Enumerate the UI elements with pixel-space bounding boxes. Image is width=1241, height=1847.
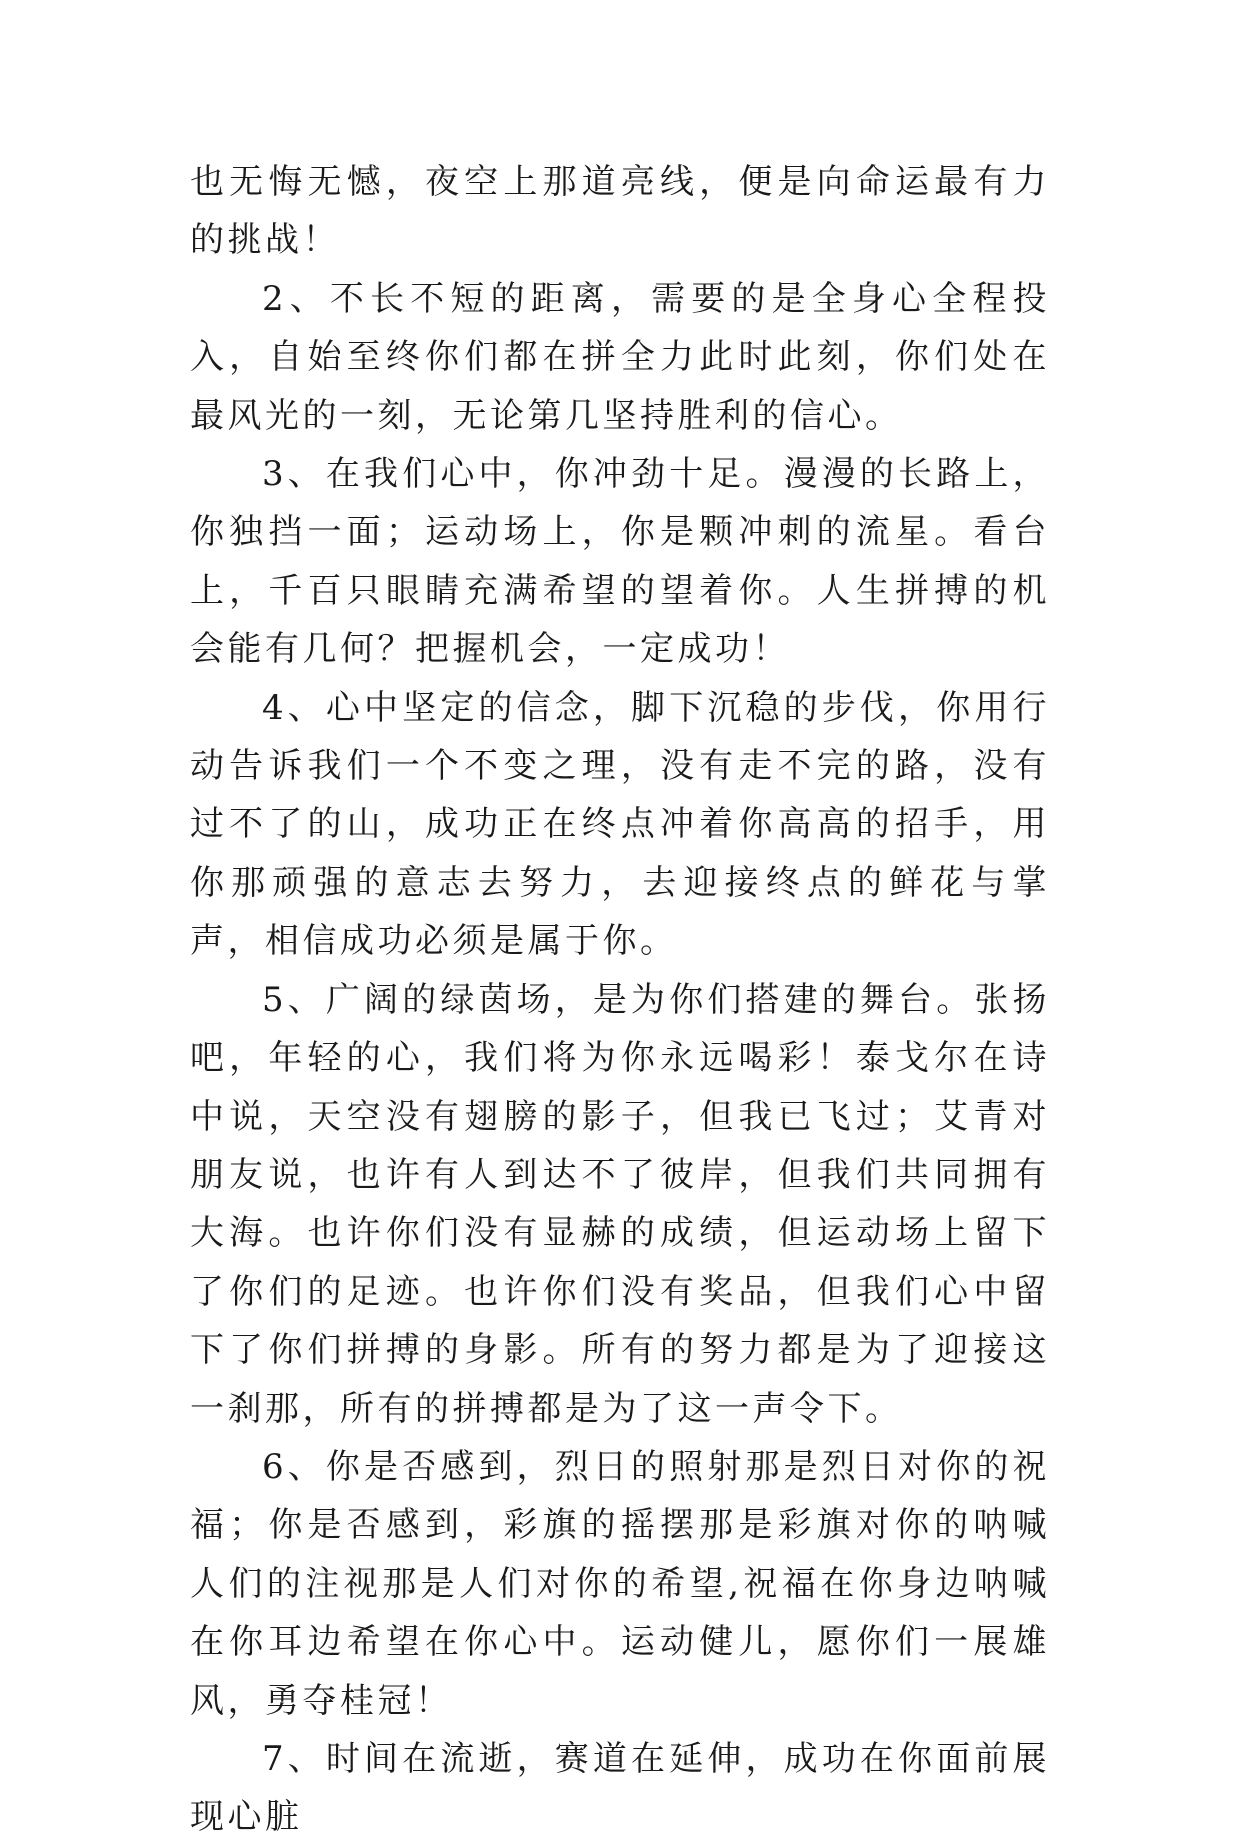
paragraph-item-7: 7、时间在流逝，赛道在延伸，成功在你面前展现心脏 — [190, 1738, 1050, 1838]
paragraph-item-4: 4、心中坚定的信念，脚下沉稳的步伐，你用行动告诉我们一个不变之理，没有走不完的路，没有过不了的山，成功正在终点冲着你高高的招手，用你那顽强的意志去努力，去迎接终点的鲜花与掌声，相信成功必须是属于你。 — [190, 687, 1050, 962]
paragraph-item-5: 5、广阔的绿茵场，是为你们搭建的舞台。张扬吧，年轻的心，我们将为你永远喝彩！泰戈尔在诗中说，天空没有翅膀的影子，但我已飞过；艾青对朋友说，也许有人到达不了彼岸，但我们共同拥有大海。也许你们没有显赫的成绩，但运动场上留下了你们的足迹。也许你们没有奖品，但我们心中留下了你们拼搏的身影。所有的努力都是为了迎接这一刹那，所有的拼搏都是为了这一声令下。 — [190, 979, 1050, 1429]
document-body — [190, 153, 1050, 1847]
paragraph-item-2: 2、不长不短的距离，需要的是全身心全程投入，自始至终你们都在拼全力此时此刻，你们处在最风光的一刻，无论第几坚持胜利的信心。 — [190, 278, 1050, 436]
paragraph-item-3: 3、在我们心中，你冲劲十足。漫漫的长路上，你独挡一面；运动场上，你是颗冲刺的流星。看台上，千百只眼睛充满希望的望着你。人生拼搏的机会能有几何？把握机会，一定成功！ — [190, 454, 1050, 670]
paragraph-item-6: 6、你是否感到，烈日的照射那是烈日对你的祝福；你是否感到，彩旗的摇摆那是彩旗对你的呐喊人们的注视那是人们对你的希望,祝福在你身边呐喊在你耳边希望在你心中。运动健儿，愿你们一展雄风，勇夺桂冠！ — [190, 1446, 1050, 1721]
paragraph-continuation: 也无悔无憾，夜空上那道亮线，便是向命运最有力的挑战！ — [190, 162, 1050, 261]
